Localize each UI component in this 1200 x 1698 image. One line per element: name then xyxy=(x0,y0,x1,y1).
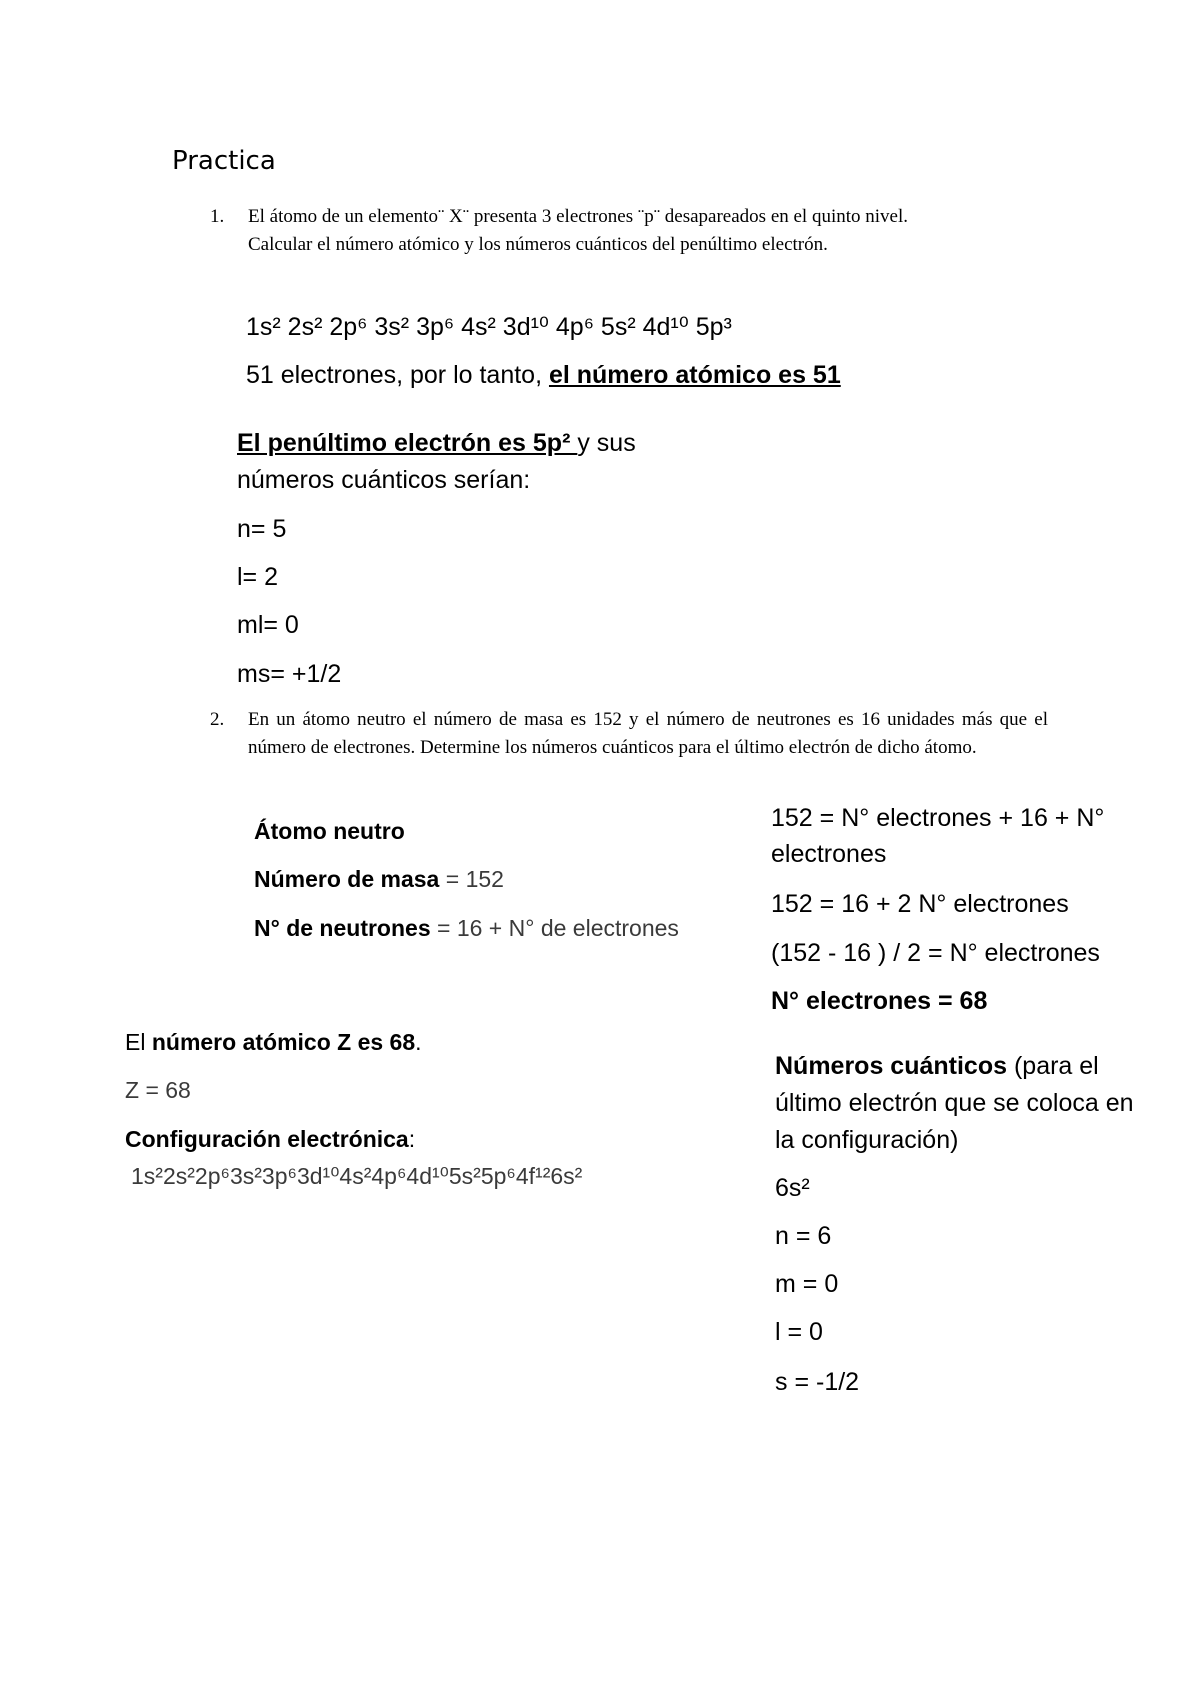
mass-number-value: = 152 xyxy=(439,866,504,892)
z-equation: Z = 68 xyxy=(125,1077,191,1103)
configuration-label: Configuración electrónica xyxy=(125,1126,409,1152)
neutron-number-label: N° de neutrones xyxy=(254,915,431,941)
equation-2: 152 = 16 + 2 N° electrones xyxy=(771,890,1069,918)
quantum-m-2: m = 0 xyxy=(775,1270,839,1298)
question-text-line: Calcular el número atómico y los números cuánticos del penúltimo electrón. xyxy=(248,234,828,255)
configuration-colon: : xyxy=(408,1126,416,1152)
question-number: 2. xyxy=(210,709,225,730)
neutron-number-value: = 16 + N° de electrones xyxy=(430,915,679,941)
quantum-numbers-intro: números cuánticos serían: xyxy=(237,466,531,494)
electron-count-result: N° electrones = 68 xyxy=(771,987,988,1015)
question-text-line: El átomo de un elemento¨ X¨ presenta 3 electrones ¨p¨ desapareados en el quinto nivel. xyxy=(248,206,909,227)
heading-rest: (para el xyxy=(1007,1052,1099,1080)
quantum-numbers-heading-line-1 xyxy=(775,1052,1099,1081)
equation-1-line-2: electrones xyxy=(771,840,887,868)
electron-configuration-2: 1s²2s²2p⁶3s²3p⁶3d¹⁰4s²4p⁶4d¹⁰5s²5p⁶4f¹²6s² xyxy=(131,1163,583,1189)
last-orbital: 6s² xyxy=(775,1174,810,1202)
penultimate-electron-heading xyxy=(237,429,636,458)
atomic-number-statement-2 xyxy=(125,1029,422,1056)
question-1 xyxy=(210,203,1110,263)
equation-3: (152 - 16 ) / 2 = N° electrones xyxy=(771,939,1100,967)
configuration-label-line xyxy=(125,1126,415,1153)
neutral-atom-heading: Átomo neutro xyxy=(254,818,405,844)
question-2 xyxy=(210,706,1060,796)
quantum-ml: ml= 0 xyxy=(237,611,299,639)
atomic-number-bold: número atómico Z es 68 xyxy=(151,1029,416,1055)
equation-1-line-1: 152 = N° electrones + 16 + N° xyxy=(771,804,1105,832)
quantum-numbers-heading-line-2: último electrón que se coloca en xyxy=(775,1089,1134,1117)
question-number: 1. xyxy=(210,206,225,227)
neutron-number-line xyxy=(254,915,679,942)
mass-number-label: Número de masa xyxy=(254,866,440,892)
statement-suffix: . xyxy=(415,1029,422,1055)
penultimate-electron-label: El penúltimo electrón es 5p² xyxy=(237,429,578,457)
electron-configuration: 1s² 2s² 2p⁶ 3s² 3p⁶ 4s² 3d¹⁰ 4p⁶ 5s² 4d¹⁰ 5p³ xyxy=(246,313,732,341)
mass-number-line xyxy=(254,866,504,893)
page-title: Practica xyxy=(172,146,276,176)
quantum-numbers-heading-line-3: la configuración) xyxy=(775,1126,959,1154)
quantum-s-2: s = -1/2 xyxy=(775,1368,860,1396)
quantum-n-2: n = 6 xyxy=(775,1222,832,1250)
atomic-number-conclusion: el número atómico es 51 xyxy=(548,361,841,389)
quantum-ms: ms= +1/2 xyxy=(237,660,342,688)
statement-prefix: El xyxy=(125,1029,152,1055)
atomic-number-statement xyxy=(246,361,841,390)
heading-tail: y sus xyxy=(577,429,636,457)
question-text: En un átomo neutro el número de masa es 152 y el número de neutrones es 16 unidades más que el número de electrones. Determine los números cuánticos para el último electrón de dicho átomo. xyxy=(248,709,1048,758)
quantum-l: l= 2 xyxy=(237,563,279,591)
statement-prefix: 51 electrones, por lo tanto, xyxy=(246,361,549,389)
quantum-n: n= 5 xyxy=(237,515,287,543)
quantum-numbers-label: Números cuánticos xyxy=(775,1052,1008,1080)
quantum-l-2: l = 0 xyxy=(775,1318,823,1346)
